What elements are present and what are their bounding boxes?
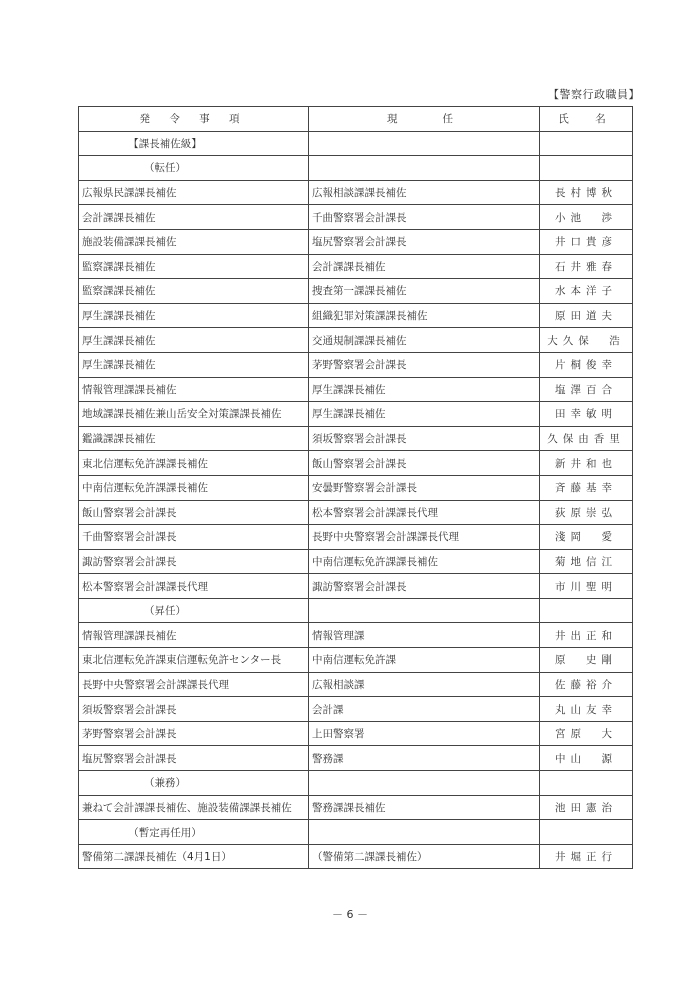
table-row [79, 844, 633, 869]
name-cell [540, 820, 633, 845]
table-row [79, 549, 633, 574]
table-row [79, 500, 633, 525]
name-cell [540, 598, 633, 623]
name-cell: 淺岡 愛 [540, 525, 633, 550]
appointment-cell: 情報管理課課長補佐 [79, 377, 309, 402]
current-post-cell [309, 820, 540, 845]
name-cell: 水本洋子 [540, 279, 633, 304]
appointment-cell: 東北信運転免許課東信運転免許センター長 [79, 648, 309, 673]
current-post-cell [309, 131, 540, 156]
current-post-cell: 厚生課課長補佐 [309, 377, 540, 402]
name-cell: 長村博秋 [540, 180, 633, 205]
current-post-cell: 飯山警察署会計課長 [309, 451, 540, 476]
table-row [79, 180, 633, 205]
current-post-cell: 捜査第一課課長補佐 [309, 279, 540, 304]
appointment-cell: 千曲警察署会計課長 [79, 525, 309, 550]
appointment-cell: 塩尻警察署会計課長 [79, 746, 309, 771]
current-post-cell: 広報相談課 [309, 672, 540, 697]
table-row [79, 279, 633, 304]
appointment-cell: （暫定再任用） [79, 820, 309, 845]
name-cell [540, 131, 633, 156]
name-cell: 菊地信江 [540, 549, 633, 574]
current-post-cell: 諏訪警察署会計課長 [309, 574, 540, 599]
table-row [79, 402, 633, 427]
table-row [79, 721, 633, 746]
section-row [79, 820, 633, 845]
name-cell: 中山 源 [540, 746, 633, 771]
table-row [79, 451, 633, 476]
current-post-cell: 中南信運転免許課課長補佐 [309, 549, 540, 574]
table-row [79, 352, 633, 377]
current-post-cell: 警務課課長補佐 [309, 795, 540, 820]
current-post-cell [309, 598, 540, 623]
name-cell: 丸山友幸 [540, 697, 633, 722]
page-number: － 6 － [332, 908, 368, 921]
appointment-cell: 警備第二課課長補佐（4月1日） [79, 844, 309, 869]
appointment-cell: 厚生課課長補佐 [79, 352, 309, 377]
name-cell: 市川聖明 [540, 574, 633, 599]
appointment-cell: 諏訪警察署会計課長 [79, 549, 309, 574]
appointment-cell: 須坂警察署会計課長 [79, 697, 309, 722]
appointment-cell: 監察課課長補佐 [79, 279, 309, 304]
table-row [79, 229, 633, 254]
current-post-cell [309, 156, 540, 181]
appointment-cell: 施設装備課課長補佐 [79, 229, 309, 254]
section-row [79, 156, 633, 181]
appointment-cell: （兼務） [79, 771, 309, 796]
appointment-cell: 地域課課長補佐兼山岳安全対策課課長補佐 [79, 402, 309, 427]
table-row [79, 377, 633, 402]
name-cell: 井堀正行 [540, 844, 633, 869]
name-cell: 塩澤百合 [540, 377, 633, 402]
current-post-cell: （警備第二課課長補佐） [309, 844, 540, 869]
category-label: 【警察行政職員】 [548, 88, 640, 101]
current-post-cell: 情報管理課 [309, 623, 540, 648]
table-row [79, 574, 633, 599]
appointment-cell: 長野中央警察署会計課課長代理 [79, 672, 309, 697]
appointment-cell: 松本警察署会計課課長代理 [79, 574, 309, 599]
appointment-cell: 監察課課長補佐 [79, 254, 309, 279]
current-post-cell: 茅野警察署会計課長 [309, 352, 540, 377]
appointment-cell: （転任） [79, 156, 309, 181]
name-cell: 田幸敏明 [540, 402, 633, 427]
table-row [79, 303, 633, 328]
name-cell: 原 史剛 [540, 648, 633, 673]
appointment-cell: 広報県民課課長補佐 [79, 180, 309, 205]
appointment-cell: 東北信運転免許課課長補佐 [79, 451, 309, 476]
name-cell: 荻原崇弘 [540, 500, 633, 525]
table-row [79, 623, 633, 648]
header-name: 氏 名 [540, 107, 633, 132]
appointment-cell: 【課長補佐級】 [79, 131, 309, 156]
appointment-cell: 鑑識課課長補佐 [79, 426, 309, 451]
table-header-row [79, 107, 633, 132]
table-row [79, 746, 633, 771]
appointment-cell: 厚生課課長補佐 [79, 328, 309, 353]
appointment-cell: 茅野警察署会計課長 [79, 721, 309, 746]
section-row [79, 598, 633, 623]
name-cell: 石井雅春 [540, 254, 633, 279]
appointment-cell: 中南信運転免許課課長補佐 [79, 475, 309, 500]
current-post-cell [309, 771, 540, 796]
name-cell [540, 156, 633, 181]
name-cell: 佐藤裕介 [540, 672, 633, 697]
name-cell: 宮原 大 [540, 721, 633, 746]
current-post-cell: 中南信運転免許課 [309, 648, 540, 673]
appointment-cell: （昇任） [79, 598, 309, 623]
current-post-cell: 交通規制課課長補佐 [309, 328, 540, 353]
name-cell: 片桐俊幸 [540, 352, 633, 377]
table-row [79, 254, 633, 279]
header-current-post: 現 任 [309, 107, 540, 132]
table-row [79, 205, 633, 230]
table-row [79, 648, 633, 673]
section-row [79, 131, 633, 156]
current-post-cell: 会計課課長補佐 [309, 254, 540, 279]
current-post-cell: 組織犯罪対策課課長補佐 [309, 303, 540, 328]
table-row [79, 672, 633, 697]
current-post-cell: 長野中央警察署会計課課長代理 [309, 525, 540, 550]
current-post-cell: 松本警察署会計課課長代理 [309, 500, 540, 525]
current-post-cell: 塩尻警察署会計課長 [309, 229, 540, 254]
current-post-cell: 須坂警察署会計課長 [309, 426, 540, 451]
current-post-cell: 警務課 [309, 746, 540, 771]
current-post-cell: 安曇野警察署会計課長 [309, 475, 540, 500]
current-post-cell: 広報相談課課長補佐 [309, 180, 540, 205]
table-row [79, 795, 633, 820]
table-row [79, 475, 633, 500]
name-cell: 小池 渉 [540, 205, 633, 230]
name-cell: 井出正和 [540, 623, 633, 648]
current-post-cell: 千曲警察署会計課長 [309, 205, 540, 230]
appointment-cell: 飯山警察署会計課長 [79, 500, 309, 525]
name-cell: 池田憲治 [540, 795, 633, 820]
table-row [79, 525, 633, 550]
appointment-cell: 会計課課長補佐 [79, 205, 309, 230]
current-post-cell: 会計課 [309, 697, 540, 722]
appointment-cell: 兼ねて会計課課長補佐、施設装備課課長補佐 [79, 795, 309, 820]
table-row [79, 426, 633, 451]
name-cell: 井口貴彦 [540, 229, 633, 254]
table-row [79, 697, 633, 722]
name-cell: 新井和也 [540, 451, 633, 476]
current-post-cell: 厚生課課長補佐 [309, 402, 540, 427]
current-post-cell: 上田警察署 [309, 721, 540, 746]
header-appointment: 発 令 事 項 [79, 107, 309, 132]
name-cell: 斉藤基幸 [540, 475, 633, 500]
personnel-table [78, 106, 633, 869]
section-row [79, 771, 633, 796]
appointment-cell: 厚生課課長補佐 [79, 303, 309, 328]
name-cell: 大久保 浩 [540, 328, 633, 353]
name-cell [540, 771, 633, 796]
appointment-cell: 情報管理課課長補佐 [79, 623, 309, 648]
name-cell: 原田道夫 [540, 303, 633, 328]
table-row [79, 328, 633, 353]
name-cell: 久保由香里 [540, 426, 633, 451]
